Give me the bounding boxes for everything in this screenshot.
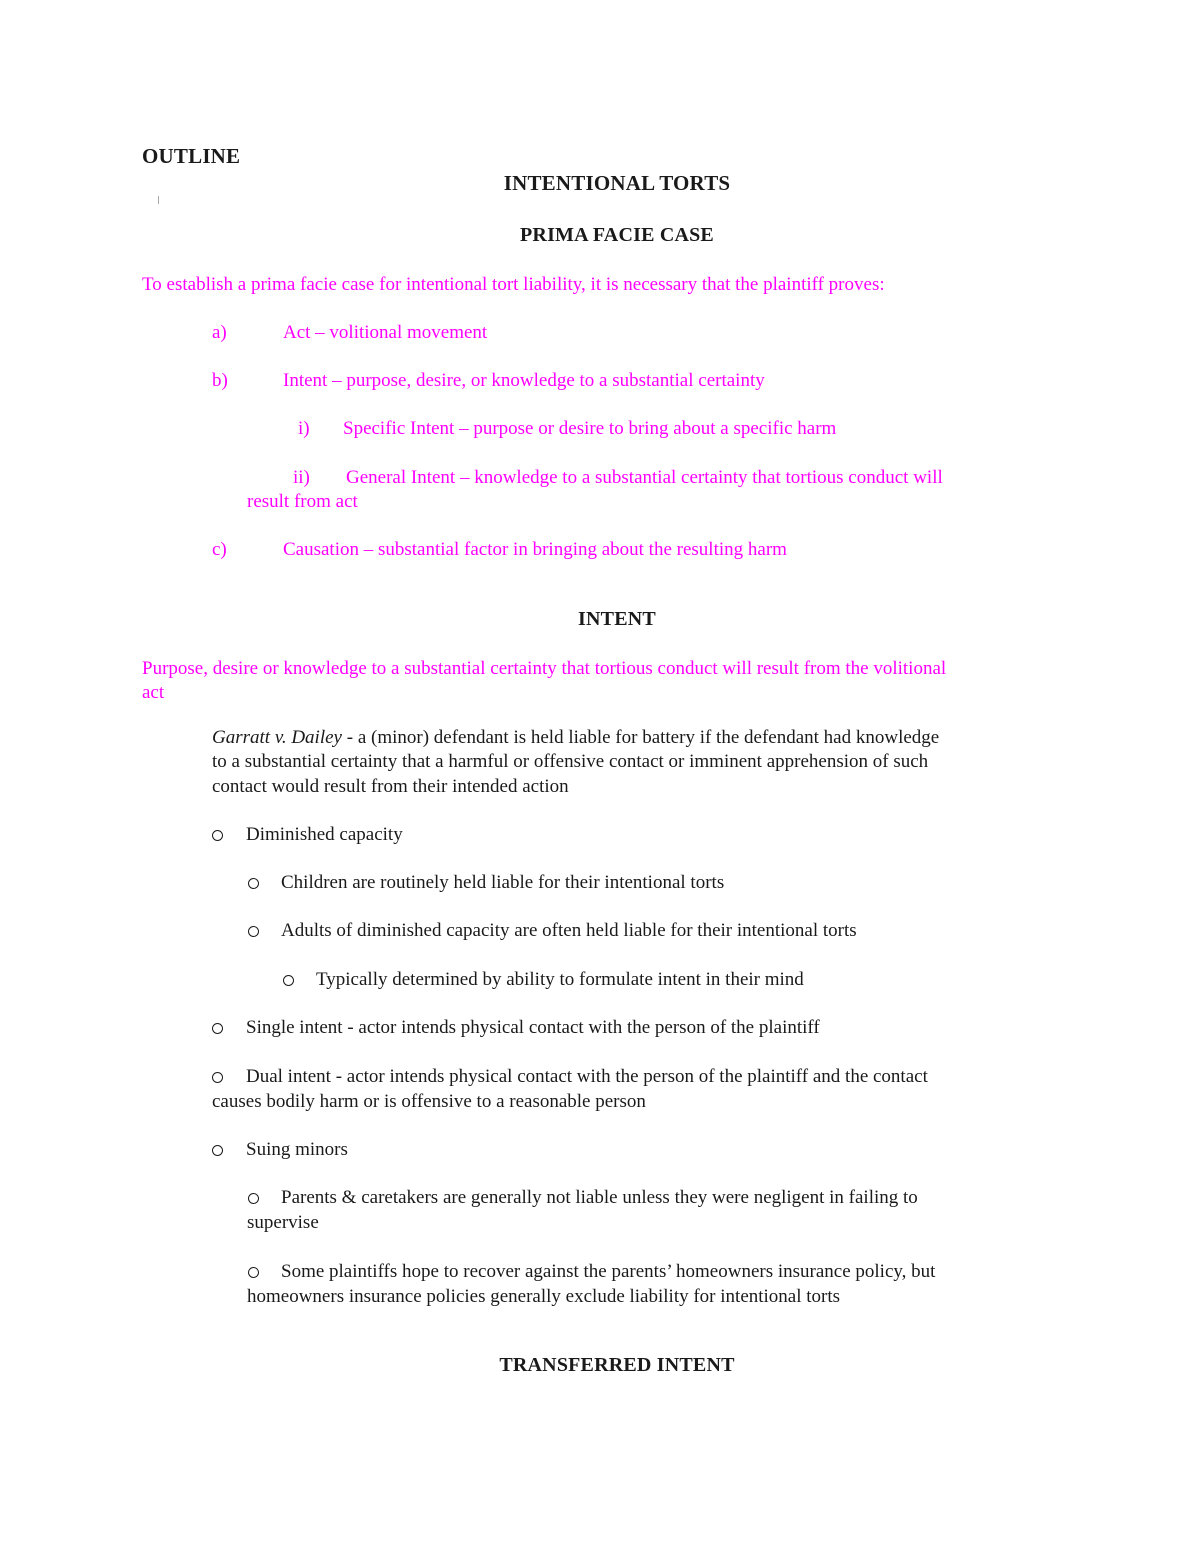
bullet-item-continuation: homeowners insurance policies generally exclude liability for intentional torts (247, 1286, 841, 1307)
list-item: Specific Intent – purpose or desire to bring about a specific harm (343, 418, 837, 439)
case-summary-line: to a substantial certainty that a harmful or offensive contact or imminent apprehension of such (212, 751, 929, 772)
bullet-item: Typically determined by ability to formulate intent in their mind (283, 968, 804, 992)
bullet-item-continuation: causes bodily harm or is offensive to a reasonable person (212, 1091, 646, 1112)
list-marker: b) (212, 370, 228, 391)
bullet-item-continuation: supervise (247, 1212, 319, 1233)
case-name: Garratt v. Dailey (212, 727, 342, 748)
section-heading-prima-facie: PRIMA FACIE CASE (520, 224, 714, 246)
list-item: Intent – purpose, desire, or knowledge to a substantial certainty (283, 370, 765, 391)
cursor-mark (158, 196, 159, 204)
circle-bullet-icon (212, 830, 223, 841)
bullet-item: Parents & caretakers are generally not liable unless they were negligent in failing to (248, 1186, 918, 1210)
circle-bullet-icon (212, 1023, 223, 1034)
circle-bullet-icon (283, 975, 294, 986)
section-heading-transferred-intent: TRANSFERRED INTENT (499, 1354, 735, 1376)
intent-definition-cont: act (142, 682, 165, 703)
bullet-item: Children are routinely held liable for their intentional torts (248, 871, 724, 895)
case-summary: - a (minor) defendant is held liable for battery if the defendant had knowledge (342, 727, 940, 748)
circle-bullet-icon (248, 1193, 259, 1204)
case-summary-line: contact would result from their intended action (212, 776, 569, 797)
circle-bullet-icon (248, 1267, 259, 1278)
outline-label: OUTLINE (142, 144, 241, 168)
document-title: INTENTIONAL TORTS (503, 171, 731, 195)
bullet-item: Diminished capacity (212, 823, 403, 847)
circle-bullet-icon (212, 1145, 223, 1156)
list-marker: i) (298, 418, 310, 439)
list-marker: c) (212, 539, 227, 560)
circle-bullet-icon (248, 878, 259, 889)
list-item: Causation – substantial factor in bringing about the resulting harm (283, 539, 787, 560)
list-item-continuation: result from act (247, 491, 358, 512)
bullet-item: Dual intent - actor intends physical contact with the person of the plaintiff and the contact (212, 1065, 928, 1089)
list-marker: a) (212, 322, 227, 343)
list-item: General Intent – knowledge to a substantial certainty that tortious conduct will (346, 467, 943, 488)
list-marker: ii) (293, 467, 310, 488)
bullet-item: Single intent - actor intends physical contact with the person of the plaintiff (212, 1016, 820, 1040)
prima-facie-intro: To establish a prima facie case for intentional tort liability, it is necessary that the plaintiff proves: (142, 274, 885, 295)
circle-bullet-icon (212, 1072, 223, 1083)
bullet-item: Suing minors (212, 1138, 348, 1162)
list-item: Act – volitional movement (283, 322, 488, 343)
bullet-item: Adults of diminished capacity are often held liable for their intentional torts (248, 919, 857, 943)
section-heading-intent: INTENT (578, 608, 656, 630)
intent-definition: Purpose, desire or knowledge to a substantial certainty that tortious conduct will result from the volitional (142, 658, 947, 679)
circle-bullet-icon (248, 926, 259, 937)
bullet-item: Some plaintiffs hope to recover against the parents’ homeowners insurance policy, but (248, 1260, 935, 1284)
